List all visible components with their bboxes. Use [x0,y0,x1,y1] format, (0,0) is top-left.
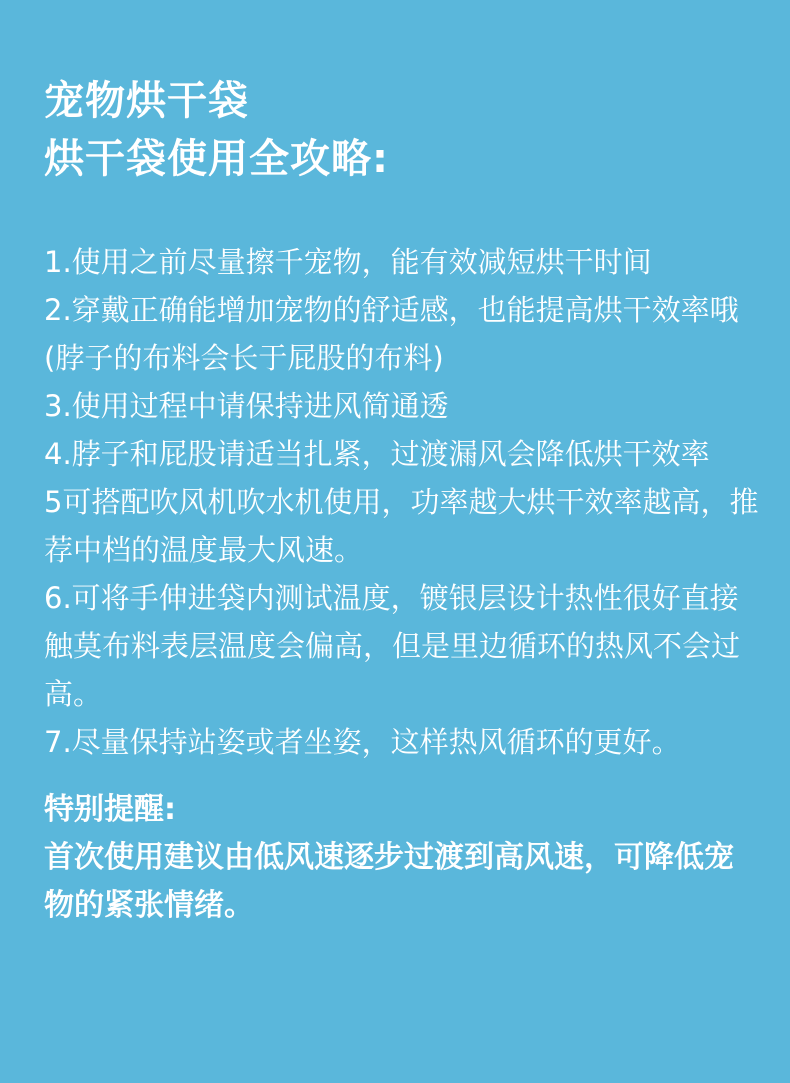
tip-item: 6.可将手伸进袋内测试温度，镀银层设计热性很好直接触莫布料表层温度会偏高，但是里边循环的热风不会过高。 [44,581,741,711]
tip-item: 3.使用过程中请保持进风简通透 [44,389,449,423]
special-note [44,786,760,930]
title-block [44,72,760,188]
guide-title: 烘干袋使用全攻略: [44,136,389,182]
note-heading: 特别提醒: [44,792,176,827]
tips-list [44,238,760,766]
tip-item: 4.脖子和屁股请适当扎紧，过渡漏风会降低烘干效率 [44,437,710,471]
tip-item: 7.尽量保持站姿或者坐姿，这样热风循环的更好。 [44,725,681,759]
tip-item: 2.穿戴正确能增加宠物的舒适感，也能提高烘干效率哦(脖子的布料会长于屁股的布料) [44,293,739,375]
note-body: 首次使用建议由低风速逐步过渡到高风速，可降低宠物的紧张情绪。 [44,840,734,923]
product-title: 宠物烘干袋 [44,78,249,124]
tip-item: 5可搭配吹风机吹水机使用，功率越大烘干效率越高，推荐中档的温度最大风速。 [44,485,759,567]
tip-item: 1.使用之前尽量擦千宠物，能有效减短烘干时间 [44,245,652,279]
